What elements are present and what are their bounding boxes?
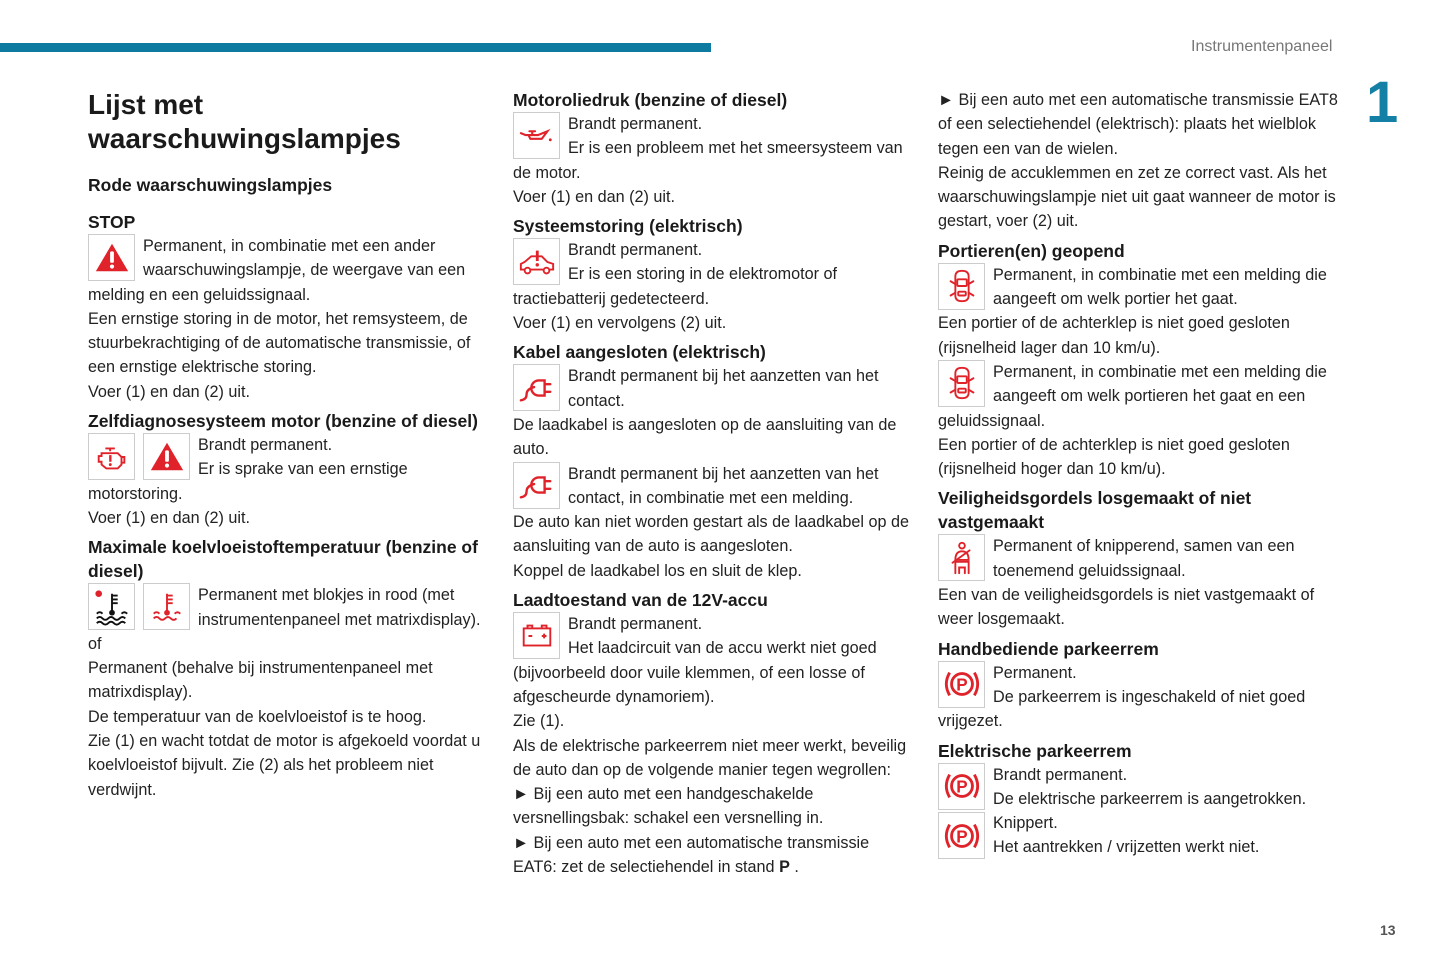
battery-text-a: Brandt permanent. [568, 615, 703, 634]
engine-text-c: Voer (1) en dan (2) uit. [88, 508, 250, 527]
battery-text-c: Zie (1). [513, 712, 565, 731]
coolant-icons [88, 583, 190, 630]
ebrake-icons-2 [938, 812, 985, 859]
doors-icons-1 [938, 263, 985, 310]
oil-text-c: Voer (1) en dan (2) uit. [513, 187, 675, 206]
cable-text-c: Brandt permanent bij het aanzetten van het contact, in combinatie met een melding. [568, 464, 879, 507]
header-accent-bar [0, 43, 711, 52]
seatbelt-text-a: Permanent of knipperend, samen van een toenemend geluidssignaal. [993, 537, 1295, 580]
cable-text-d: De auto kan niet worden gestart als de laadkabel op de aansluiting van de auto is aangesloten. [513, 513, 909, 556]
handbrake-icons [938, 661, 985, 708]
oil-icons [513, 112, 560, 159]
battery-icons [513, 612, 560, 659]
doors-text-a: Permanent, in combinatie met een melding die aangeeft om welk portier het gaat. [993, 265, 1327, 309]
column-2 [513, 88, 913, 879]
system-text-a: Brandt permanent. [568, 241, 703, 260]
doors-icons-2 [938, 360, 985, 407]
coolant-text-or: of [88, 634, 102, 653]
ebrake-text-a: Brandt permanent. [993, 765, 1128, 784]
coolant-temperature-icon [143, 583, 190, 630]
running-head: Instrumentenpaneel [1191, 38, 1333, 55]
engine-text-b: Er is sprake van een ernstige motorstoring. [88, 460, 408, 503]
system-text-b: Er is een storing in de elektromotor of tractiebatterij gedetecteerd. [513, 265, 838, 308]
system-icons [513, 238, 560, 285]
column-3 [938, 88, 1338, 860]
section-subtitle: Rode waarschuwingslampjes [88, 175, 333, 195]
oil-heading: Motoroliedruk (benzine of diesel) [513, 90, 788, 110]
cable-text-a: Brandt permanent bij het aanzetten van het contact. [568, 367, 879, 410]
doors-heading: Portieren(en) geopend [938, 240, 1125, 261]
stop-text-c: Voer (1) en dan (2) uit. [88, 382, 250, 401]
charging-plug-icon [513, 364, 560, 411]
coolant-text-a: Permanent met blokjes in rood (met instrumentenpaneel met matrixdisplay). [198, 586, 481, 629]
charging-plug-icon [513, 462, 560, 509]
page-number: 13 [1380, 922, 1396, 938]
doors-text-d: Een portier of de achterklep is niet goed gesloten (rijsnelheid hoger dan 10 km/u). [938, 435, 1290, 479]
battery-text-b: Het laadcircuit van de accu werkt niet goed (bijvoorbeeld door vuile klemmen, of een losse of afgescheurde dynamoriem). [513, 639, 877, 706]
seatbelt-text-b: Een van de veiligheidsgordels is niet vastgemaakt of weer losgemaakt. [938, 586, 1315, 629]
door-open-icon [938, 263, 985, 310]
warning-triangle-icon [88, 234, 135, 281]
cable-icons-2 [513, 462, 560, 509]
stop-icons [88, 234, 135, 281]
handbrake-heading: Handbediende parkeerrem [938, 638, 1159, 659]
battery-text-d: Als de elektrische parkeerrem niet meer werkt, beveilig de auto dan op de volgende manier tegen wegrollen: [513, 736, 907, 779]
oil-text-a: Brandt permanent. [568, 115, 703, 133]
cable-icons-1 [513, 364, 560, 411]
bullet-2-prefix: ► Bij een auto met een automatische transmissie EAT6: zet de selectiehendel in stand [513, 833, 870, 877]
bullet-2-bold: P [779, 858, 790, 877]
parking-brake-icon [938, 763, 985, 810]
continued-bullet-3: ► Bij een auto met een automatische transmissie EAT8 of een selectiehendel (elektrisch): plaats het wielblok tegen een van de wielen. [938, 91, 1338, 158]
seatbelt-heading: Veiligheidsgordels losgemaakt of niet vastgemaakt [938, 488, 1252, 533]
chapter-number: 1 [1366, 70, 1399, 135]
door-open-icon [938, 360, 985, 407]
cable-text-b: De laadkabel is aangesloten op de aansluiting van de auto. [513, 415, 897, 459]
battery-heading: Laadtoestand van de 12V-accu [513, 590, 768, 611]
coolant-text-d: Zie (1) en wacht totdat de motor is afgekoeld voordat u koelvloeistof bijvult. Zie (2) als het probleem niet verdwijnt. [88, 732, 481, 799]
coolant-text-c: De temperatuur van de koelvloeistof is te hoog. [88, 707, 427, 726]
engine-text-a: Brandt permanent. [198, 436, 333, 455]
parking-brake-icon [938, 661, 985, 708]
battery-bullet-1: ► Bij een auto met een handgeschakelde versnellingsbak: schakel een versnelling in. [513, 785, 824, 828]
battery-icon [513, 612, 560, 659]
car-fault-icon [513, 238, 560, 285]
doors-text-c: Permanent, in combinatie met een melding die aangeeft om welk portieren het gaat en een geluidssignaal. [938, 362, 1327, 430]
coolant-text-b: Permanent (behalve bij instrumentenpaneel met matrixdisplay). [88, 659, 433, 702]
ebrake-text-c: Knippert. [993, 814, 1058, 833]
coolant-temperature-matrix-icon [88, 583, 135, 630]
stop-text-b: Een ernstige storing in de motor, het remsysteem, de stuurbekrachtiging of de automatische transmissie, of een ernstige elektrische storing. [88, 309, 471, 377]
battery-bullet-2 [513, 831, 913, 880]
stop-heading: STOP [88, 212, 136, 232]
oil-text-b: Er is een probleem met het smeersysteem van de motor. [513, 139, 903, 182]
page-title: Lijst met waarschuwingslampjes [88, 89, 401, 154]
system-heading: Systeemstoring (elektrisch) [513, 216, 743, 237]
column-1 [88, 88, 488, 802]
engine-check-icon [88, 433, 135, 480]
parking-brake-icon [938, 812, 985, 859]
doors-text-b: Een portier of de achterklep is niet goed gesloten (rijsnelheid lager dan 10 km/u). [938, 314, 1290, 357]
cable-heading: Kabel aangesloten (elektrisch) [513, 342, 766, 363]
system-text-c: Voer (1) en vervolgens (2) uit. [513, 314, 727, 333]
continued-text-a: Reinig de accuklemmen en zet ze correct vast. Als het waarschuwingslampje niet uit gaat wanneer de motor is gestart, voer (2) uit. [938, 163, 1336, 231]
handbrake-text-b: De parkeerrem is ingeschakeld of niet goed vrijgezet. [938, 687, 1306, 731]
cable-text-e: Koppel de laadkabel los en sluit de klep. [513, 561, 802, 580]
coolant-heading: Maximale koelvloeistoftemperatuur (benzine of diesel) [88, 537, 478, 582]
ebrake-icons-1 [938, 763, 985, 810]
warning-triangle-icon [143, 433, 190, 480]
stop-text-a: Permanent, in combinatie met een ander waarschuwingslampje, de weergave van een melding en een geluidssignaal. [88, 237, 466, 304]
ebrake-heading: Elektrische parkeerrem [938, 740, 1132, 761]
seatbelt-icons [938, 534, 985, 581]
engine-icons [88, 433, 190, 480]
ebrake-text-d: Het aantrekken / vrijzetten werkt niet. [993, 838, 1260, 857]
oil-pressure-icon [513, 112, 560, 159]
seatbelt-icon [938, 534, 985, 581]
bullet-2-suffix: . [789, 858, 799, 877]
handbrake-text-a: Permanent. [993, 663, 1077, 682]
ebrake-text-b: De elektrische parkeerrem is aangetrokken. [993, 789, 1307, 808]
engine-heading: Zelfdiagnosesysteem motor (benzine of diesel) [88, 411, 478, 432]
